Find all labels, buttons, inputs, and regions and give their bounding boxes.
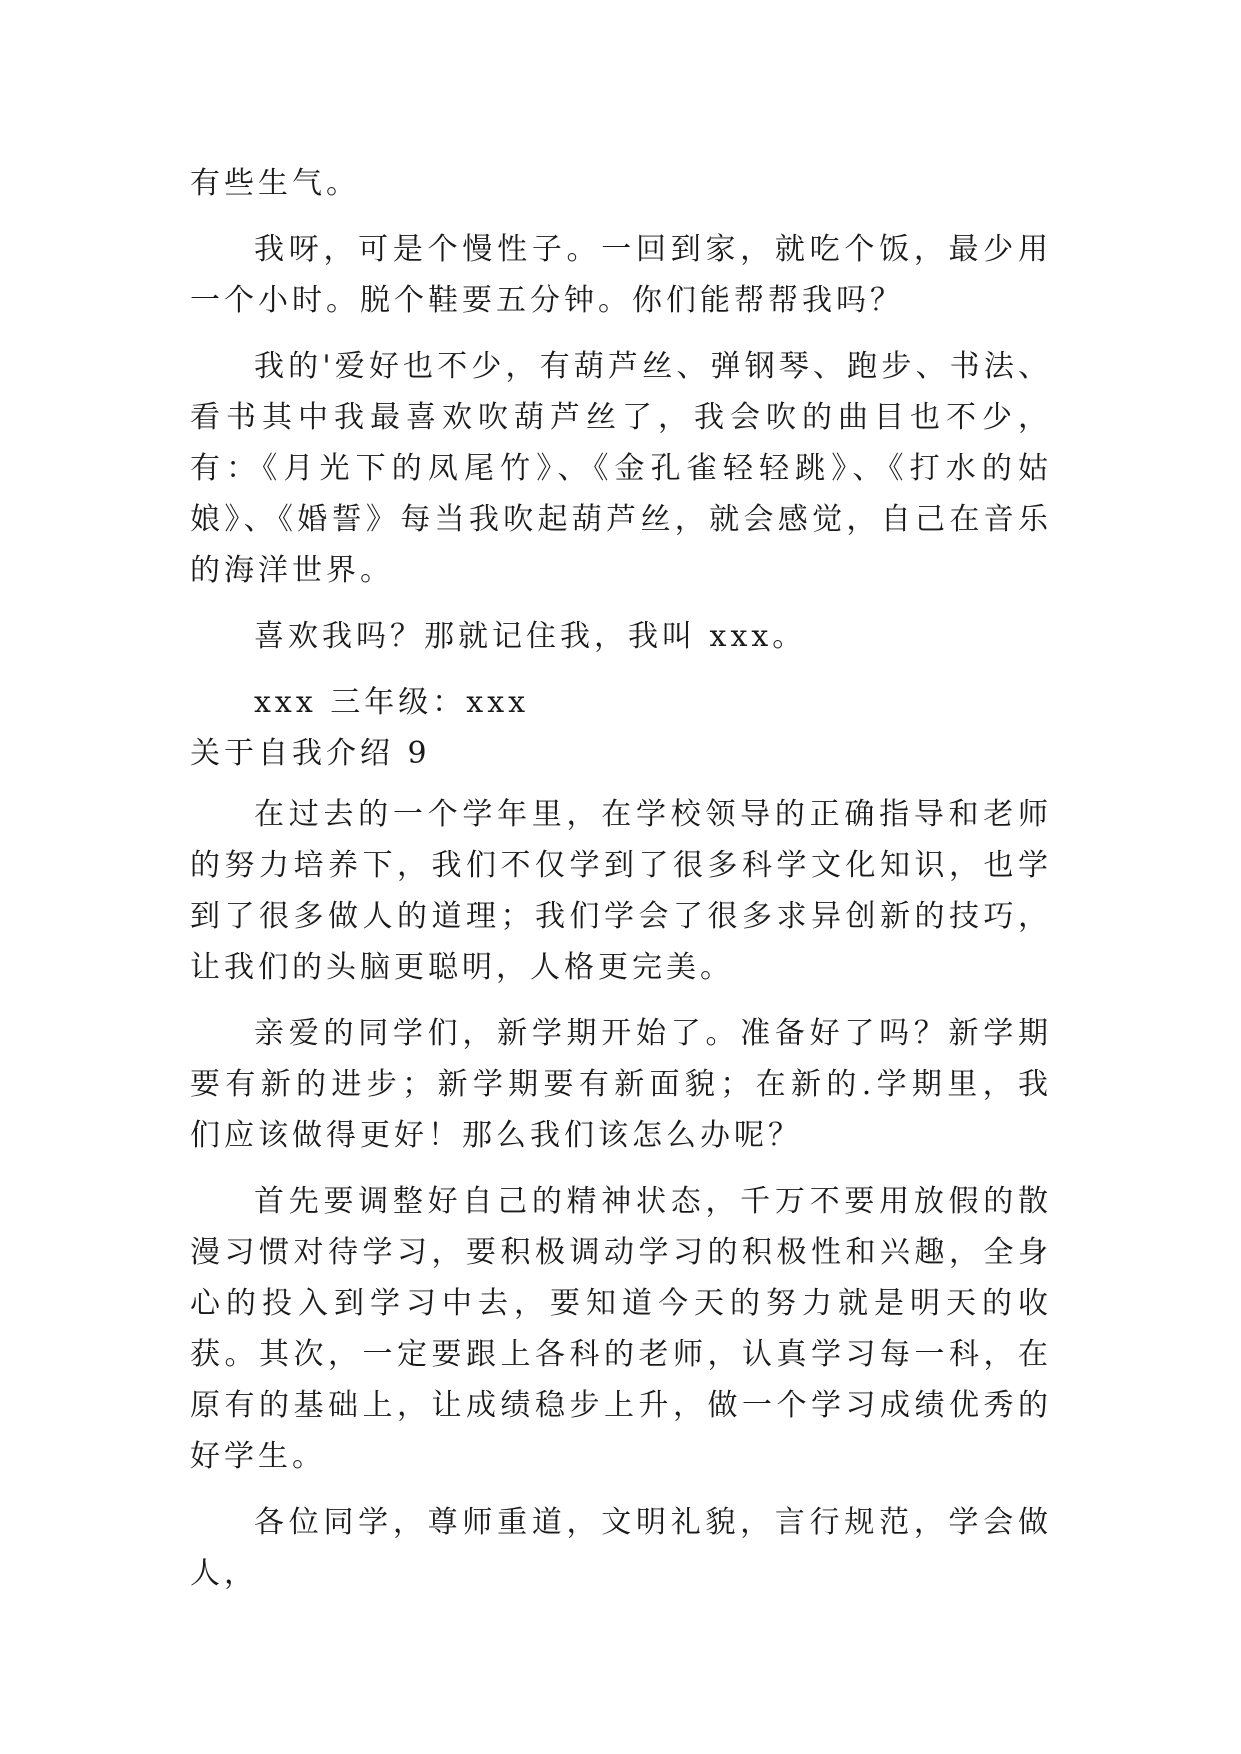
paragraph-remember-me: 喜欢我吗？那就记住我，我叫 xxx。 xyxy=(254,619,807,654)
paragraph-ending: 有些生气。 xyxy=(190,166,360,201)
paragraph-past-year: 在过去的一个学年里，在学校领导的正确指导和老师的努力培养下，我们不仅学到了很多科学文化知识，也学到了很多做人的道理；我们学会了很多求异创新的技巧，让我们的头脑更聪明，人格更完美。 xyxy=(190,797,1052,985)
paragraph-new-semester: 亲爱的同学们，新学期开始了。准备好了吗？新学期要有新的进步；新学期要有新面貌；在新的.学期里，我们应该做得更好！那么我们该怎么办呢？ xyxy=(190,1016,1052,1153)
paragraph-respect: 各位同学，尊师重道，文明礼貌，言行规范，学会做人， xyxy=(190,1505,1052,1591)
paragraph-slow-temper: 我呀，可是个慢性子。一回到家，就吃个饭，最少用一个小时。脱个鞋要五分钟。你们能帮帮我吗？ xyxy=(190,232,1052,318)
paragraph-hobbies: 我的'爱好也不少，有葫芦丝、弹钢琴、跑步、书法、看书其中我最喜欢吹葫芦丝了，我会吹的曲目也不少，有：《月光下的凤尾竹》、《金孔雀轻轻跳》、《打水的姑娘》、《婚誓》每当我吹起葫芦丝，就会感觉，自己在音乐的海洋世界。 xyxy=(190,349,1052,588)
section-heading: 关于自我介绍 9 xyxy=(190,736,431,771)
paragraph-signature: xxx 三年级：xxx xyxy=(254,685,530,720)
document-body xyxy=(190,158,1052,1614)
paragraph-spirit: 首先要调整好自己的精神状态，千万不要用放假的散漫习惯对待学习，要积极调动学习的积极性和兴趣，全身心的投入到学习中去，要知道今天的努力就是明天的收获。其次，一定要跟上各科的老师，认真学习每一科，在原有的基础上，让成绩稳步上升，做一个学习成绩优秀的好学生。 xyxy=(190,1184,1052,1474)
